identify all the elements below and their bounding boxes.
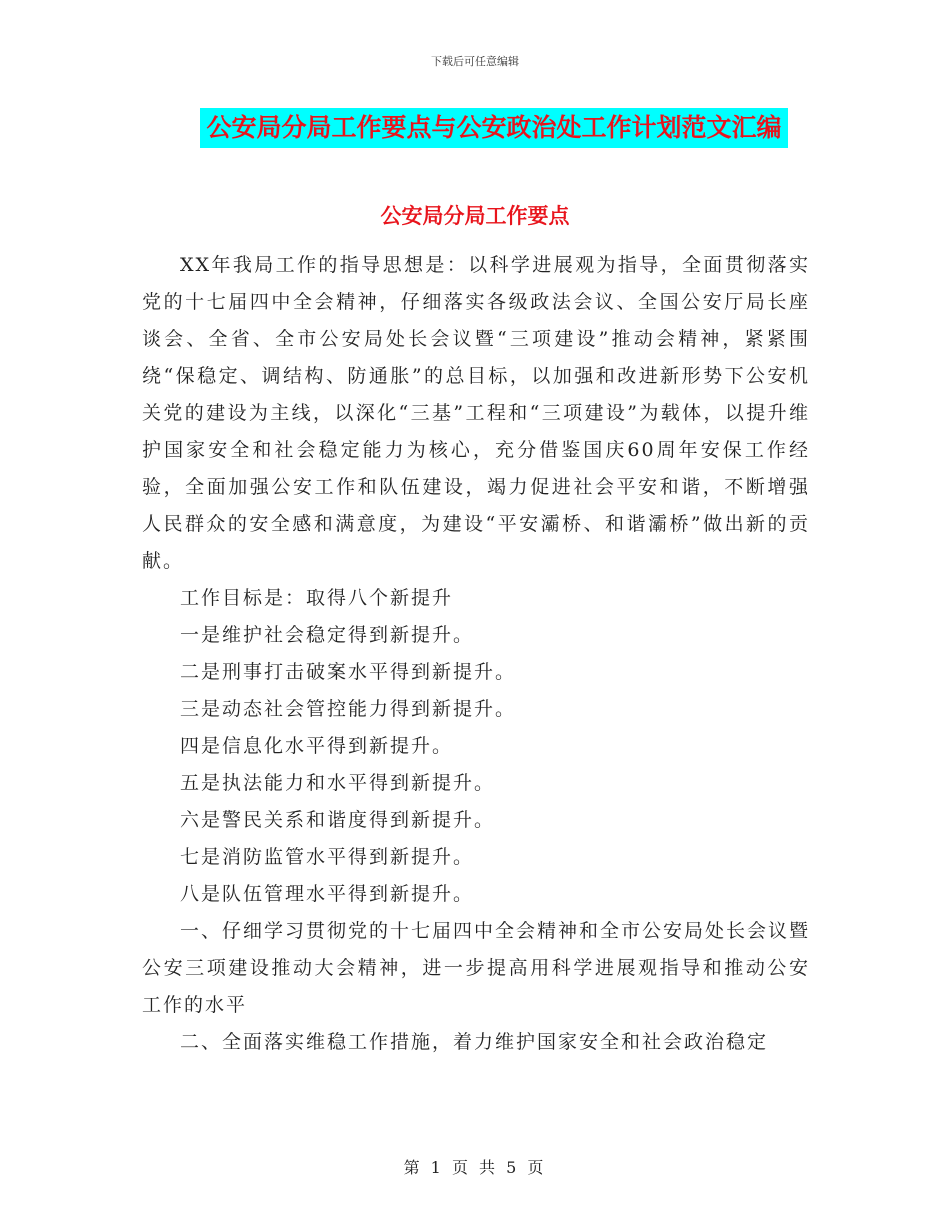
paragraph-section-1: 一、仔细学习贯彻党的十七届四中全会精神和全市公安局处长会议暨公安三项建设推动大会精神，进一步提高用科学进展观指导和推动公安工作的水平 — [142, 920, 811, 1016]
list-item-goal-5: 五是执法能力和水平得到新提升。 — [180, 772, 496, 794]
list-item-goal-4: 四是信息化水平得到新提升。 — [180, 735, 454, 757]
page-number-footer: 第 1 页 共 5 页 — [403, 1158, 547, 1177]
list-item-goal-3: 三是动态社会管控能力得到新提升。 — [180, 698, 517, 720]
document-title: 公安局分局工作要点与公安政治处工作计划范文汇编 — [200, 108, 787, 148]
list-item-goal-2: 二是刑事打击破案水平得到新提升。 — [180, 661, 517, 683]
header-note: 下载后可任意编辑 — [431, 55, 519, 68]
document-body — [142, 247, 810, 1061]
document-title-container — [0, 108, 950, 148]
list-item-goal-8: 八是队伍管理水平得到新提升。 — [180, 883, 475, 905]
section-title: 公安局分局工作要点 — [380, 204, 570, 228]
list-item-goal-1: 一是维护社会稳定得到新提升。 — [180, 624, 475, 646]
list-item-goal-7: 七是消防监管水平得到新提升。 — [180, 846, 475, 868]
paragraph-work-goal: 工作目标是：取得八个新提升 — [180, 587, 454, 609]
paragraph-guiding-thought: XX年我局工作的指导思想是：以科学进展观为指导，全面贯彻落实党的十七届四中全会精神，仔细落实各级政法会议、全国公安厅局长座谈会、全省、全市公安局处长会议暨“三项建设”推动会精神，紧紧围绕“保稳定、调结构、防通胀”的总目标，以加强和改进新形势下公安机关党的建设为主线，以深化“三基”工程和“三项建设”为载体，以提升维护国家安全和社会稳定能力为核心，充分借鉴国庆60周年安保工作经验，全面加强公安工作和队伍建设，竭力促进社会平安和谐，不断增强人民群众的安全感和满意度，为建设“平安灞桥、和谐灞桥”做出新的贡献。 — [142, 254, 810, 572]
list-item-goal-6: 六是警民关系和谐度得到新提升。 — [180, 809, 496, 831]
paragraph-section-2: 二、全面落实维稳工作措施，着力维护国家安全和社会政治稳定 — [180, 1031, 769, 1053]
